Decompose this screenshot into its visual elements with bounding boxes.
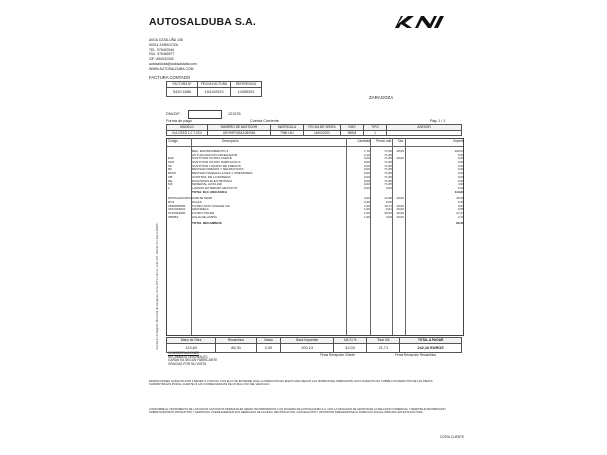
company-address bbox=[149, 38, 197, 72]
line-price: 71,65 bbox=[384, 175, 392, 179]
vehicle-header: NÚMERO DE BASTIDOR bbox=[208, 125, 271, 131]
total-base: 200,13 bbox=[281, 343, 333, 352]
col-header-amount: Importe bbox=[453, 139, 464, 143]
line-description: CONTROL DE LA BATERIA bbox=[192, 175, 231, 179]
line-description: TOTAL RECAMBIOS bbox=[192, 222, 222, 226]
line-qty: 4,20 bbox=[363, 200, 370, 204]
line-description: DIGAS bbox=[192, 200, 202, 204]
line-description: ACTUALIZACION NAVEGADOR bbox=[192, 153, 238, 157]
vehicle-advisor bbox=[387, 130, 462, 136]
line-amount: 0,25 bbox=[457, 200, 464, 204]
line-amount: 0,00 bbox=[457, 175, 464, 179]
totals-header-parts: Recambios bbox=[216, 338, 256, 344]
total-vat-amount: 21,71 bbox=[367, 343, 400, 352]
line-qty: 0,00 bbox=[363, 164, 370, 168]
line-description: SUSTITUIR LIQUIDO DE FRENOS bbox=[192, 164, 241, 168]
line-price bbox=[370, 222, 392, 226]
line-amount: 0,00 bbox=[457, 186, 464, 190]
line-qty: 0,00 bbox=[363, 172, 370, 176]
col-header-description: Descripción bbox=[222, 139, 239, 143]
line-amount: 4,96 bbox=[457, 183, 464, 187]
vehicle-header: MATRÍCULA bbox=[271, 125, 304, 131]
line-code: CB bbox=[168, 175, 173, 179]
line-price: 3,00 bbox=[385, 215, 392, 219]
line-description: LAVADO EXTERIOR GRATUITO bbox=[192, 186, 238, 190]
line-description: MATERIAL AUXILIAR bbox=[192, 183, 222, 187]
totals-header-vat: IVA 21 % bbox=[333, 338, 367, 344]
line-price: 71,65 bbox=[384, 161, 392, 165]
line-price: 71,65 bbox=[384, 157, 392, 161]
dni-label: DNI/CIF: bbox=[166, 112, 181, 116]
line-description: TOTAL M.O. MECANICA bbox=[192, 190, 228, 194]
subtotal-row bbox=[168, 191, 466, 195]
address-line: TEL. 976467646 bbox=[149, 47, 175, 52]
line-description: SUSTITUIR FILTRO HABITACULO bbox=[192, 161, 241, 165]
line-qty bbox=[346, 191, 370, 195]
vehicle-plate: 7965 LNJ bbox=[271, 130, 304, 136]
invoice-reference-header: REFERENCIA bbox=[231, 82, 262, 88]
invoice-date: 19/10/2023 bbox=[198, 87, 231, 96]
line-qty: 1,00 bbox=[363, 204, 370, 208]
total-parts: 86,30 bbox=[216, 343, 256, 352]
payment-method: Cuenta Corriente bbox=[250, 119, 279, 123]
line-description: FILTRO POLEN bbox=[192, 212, 215, 215]
line-code: RF bbox=[168, 168, 173, 172]
line-price: 71,65 bbox=[384, 168, 392, 172]
line-qty: 0,00 bbox=[363, 179, 370, 183]
vehicle-header: MODELO bbox=[167, 125, 208, 131]
line-discount: 10,00 bbox=[396, 215, 404, 219]
invoice-reference: 14355391 bbox=[231, 87, 262, 96]
line-code: DPSS1ADG357A bbox=[168, 197, 192, 201]
privacy-text: CONFORME AL TRATAMIENTO DE LOS DATOS SUS DATOS PERSONALES SERAN INCORPORADOS A UN FICHERO DE AUTOSALDUBA S.A. CON LA FINALIDAD DE GESTIONAR LA RELACION COMERCIAL Y REMITIRLE INFORMACION SOBRE NUESTROS PRODUCTOS Y SERVICIOS. PUEDE EJERCER SUS DERECHOS DE ACCESO, RECTIFICACION, CANCELACION Y OPOSICION DIRIGIENDOSE AL DOMICILIO SOCIAL INDICADO EN ESTA FACTURA. bbox=[149, 408, 446, 415]
line-price: 71,65 bbox=[384, 150, 392, 153]
line-price bbox=[370, 191, 392, 195]
line-code: SF bbox=[168, 164, 172, 168]
line-qty: 1,00 bbox=[363, 212, 370, 215]
line-description: SUSTITUIR FILTRO ACEITE bbox=[192, 157, 232, 161]
line-price: 0,61 bbox=[385, 208, 392, 212]
line-discount: 10,00 bbox=[396, 157, 404, 161]
invoice-type-label: FACTURA CONTADO bbox=[149, 75, 191, 80]
totals-table bbox=[166, 337, 462, 353]
col-header-code: Código bbox=[168, 139, 179, 143]
line-qty: 1,70 bbox=[363, 150, 370, 153]
line-amount: 0,00 bbox=[457, 157, 464, 161]
line-amount: 0,55 bbox=[457, 208, 464, 212]
line-discount bbox=[392, 222, 404, 226]
line-code: 97133F2000 bbox=[168, 212, 186, 215]
line-price: 71,65 bbox=[384, 164, 392, 168]
line-amount: 9,64 bbox=[457, 204, 464, 208]
line-qty: 0,00 bbox=[363, 183, 370, 187]
line-description: ACEITE 5W30 bbox=[192, 197, 213, 201]
line-amount: 2,70 bbox=[457, 215, 464, 219]
line-code: DE bbox=[168, 179, 173, 183]
line-qty: 0,00 bbox=[363, 175, 370, 179]
vehicle-vin: U5YH5P15AKL080963 bbox=[208, 130, 271, 136]
line-amount: 0,00 bbox=[457, 179, 464, 183]
line-description: REVISAR FRENOS Y NEUMATICOS bbox=[192, 168, 244, 172]
vehicle-table bbox=[166, 124, 462, 136]
line-qty: 1,00 bbox=[363, 208, 370, 212]
line-amount: 0,00 bbox=[457, 164, 464, 168]
line-description: REV. MANTENIMIENTO 2 bbox=[192, 150, 229, 153]
line-amount: 0,00 bbox=[457, 161, 464, 165]
kia-logo-icon bbox=[393, 12, 445, 32]
address-line: WWW.AUTOSALDUBA.COM bbox=[149, 66, 194, 71]
line-qty: 4,20 bbox=[363, 197, 370, 201]
client-city: ZARAGOZA bbox=[369, 95, 394, 100]
lines-header bbox=[168, 140, 464, 144]
line-code: 2151323001 bbox=[168, 208, 186, 212]
warranty-text: REPARACIONES GARANTIA POR 3 MESES O 2.000 KM, CON ELLO SE ENTIENDE QUE LA OPERACION ES EFECTUADA SEGUN LAS NORMAS DEL FABRICANTE. ESTA GARANTIA NO CUBRE LOS DEFECTOS DE LAS PIEZAS SUMINISTRADAS POR EL CLIENTE NI LAS CONSECUENCIAS DE UN MAL USO DEL VEHICULO. bbox=[149, 380, 433, 387]
line-price: 0,06 bbox=[385, 200, 392, 204]
invoice-number-header: FACTURA Nº bbox=[167, 82, 198, 88]
invoice-header-table bbox=[166, 81, 262, 97]
line-amount: 113,83 bbox=[454, 190, 464, 194]
payment-label: Forma de pago bbox=[166, 119, 192, 123]
line-price: 30,52 bbox=[384, 212, 392, 215]
line-discount: 10,00 bbox=[396, 212, 404, 215]
vehicle-header: TIPO bbox=[364, 125, 387, 131]
note-line: GRACIAS POR SU VISITA bbox=[168, 361, 207, 366]
total-labour: 113,83 bbox=[167, 343, 216, 352]
line-price: 10,71 bbox=[384, 204, 392, 208]
line-price: 71,65 bbox=[384, 172, 392, 176]
vehicle-sale-date: 16/02/2020 bbox=[304, 130, 341, 136]
vehicle-model: KIA CEED 1.0 T-GDI bbox=[167, 130, 208, 136]
line-amount: 86,30 bbox=[456, 222, 464, 226]
note-line: RECAMBIOS ORIGINALES bbox=[168, 354, 208, 359]
line-price: 71,65 bbox=[384, 153, 392, 157]
vehicle-km: 35824 bbox=[341, 130, 364, 136]
company-name: AUTOSALDUBA S.A. bbox=[149, 16, 257, 28]
line-amount: 0,00 bbox=[457, 172, 464, 176]
line-price: 0,00 bbox=[385, 186, 392, 190]
line-discount: 10,00 bbox=[396, 197, 404, 201]
line-code: 050851 bbox=[168, 215, 179, 219]
totals-header-vat-total: Total IVA bbox=[367, 338, 400, 344]
dni-value: 121576 bbox=[228, 112, 241, 116]
client-signature-label: Firma Recepción Cliente bbox=[320, 353, 355, 357]
line-code: 2630035505 bbox=[168, 204, 186, 208]
line-discount: 10,00 bbox=[396, 150, 404, 153]
line-code: RH1 bbox=[168, 200, 175, 204]
subtotal-row bbox=[168, 222, 466, 226]
vehicle-header: FECHA DE VENTA bbox=[304, 125, 341, 131]
line-amount: 0,00 bbox=[457, 168, 464, 172]
line-code bbox=[168, 191, 192, 195]
total-vat: 42,03 bbox=[333, 343, 367, 352]
line-code: L bbox=[168, 186, 170, 190]
line-description: DIAGNOSIS ELECTRONICA bbox=[192, 179, 233, 183]
line-qty: 0,10 bbox=[363, 153, 370, 157]
invoice-date-header: FECHA FACTURA bbox=[198, 82, 231, 88]
totals-header-to-pay: TOTAL A PAGAR bbox=[400, 338, 462, 344]
line-description: REVISAR NIVELES LUCES Y PRESIONES bbox=[192, 172, 253, 176]
line-description: AGUA DE LIMPIA bbox=[192, 215, 217, 219]
line-qty bbox=[346, 222, 370, 226]
notes bbox=[168, 352, 217, 366]
line-code: SFH bbox=[168, 161, 175, 165]
page-number: Pág: 1 / 1 bbox=[430, 119, 446, 123]
line-price: 71,65 bbox=[384, 179, 392, 183]
line-amount: 5,50 bbox=[457, 153, 464, 157]
line-discount bbox=[392, 191, 404, 195]
line-discount: 10,00 bbox=[396, 208, 404, 212]
line-price: 12,98 bbox=[384, 197, 392, 201]
line-amount: 109,63 bbox=[454, 150, 464, 153]
col-header-price: Precio unit. bbox=[376, 139, 392, 143]
line-code: EAF bbox=[168, 157, 175, 161]
invoice-number: 5429 4586 bbox=[167, 87, 198, 96]
line-qty: 0,00 bbox=[363, 157, 370, 161]
line-code bbox=[168, 222, 192, 226]
vehicle-type: 1 bbox=[364, 130, 387, 136]
note-line: CONSIDERACIONES bbox=[168, 351, 200, 355]
note-line: GARANTIA SEGUN FABRICANTE bbox=[168, 358, 218, 363]
total-to-pay: 242,16 EUROS bbox=[400, 343, 462, 352]
line-qty: 0,00 bbox=[363, 168, 370, 172]
line-amount: 49,06 bbox=[456, 197, 464, 201]
line-description: ARANDELA bbox=[192, 208, 209, 212]
line-description: FILTRO ASSY ENGINE OIL bbox=[192, 204, 231, 208]
totals-header-labour: Mano de Obra bbox=[167, 338, 216, 344]
line-qty: 0,00 bbox=[363, 186, 370, 190]
line-qty: 0,00 bbox=[363, 161, 370, 165]
vehicle-header: ASESOR bbox=[387, 125, 462, 131]
vehicle-header: KMS bbox=[341, 125, 364, 131]
total-misc: 0,00 bbox=[256, 343, 281, 352]
line-discount: 10,00 bbox=[396, 204, 404, 208]
line-code: MX bbox=[168, 183, 173, 187]
col-header-discount: Dto. bbox=[398, 139, 404, 143]
workshop-signature-label: Firma Recepción Recambios bbox=[395, 353, 436, 357]
registry-side-text bbox=[156, 110, 160, 350]
line-price: 71,65 bbox=[384, 183, 392, 187]
line-item bbox=[168, 216, 466, 220]
address-line: AVDA CATALUÑA 108 bbox=[149, 38, 183, 42]
line-amount: 27,47 bbox=[456, 212, 464, 215]
col-header-qty: Cantidad bbox=[357, 139, 370, 143]
invoice-lines bbox=[168, 150, 466, 226]
line-code: RNLP bbox=[168, 172, 177, 176]
address-line: 50014 ZARAGOZA bbox=[149, 42, 179, 47]
copy-label: COPIA CLIENTE bbox=[440, 435, 465, 439]
registry-text: Inscrita en el Registro Mercantil de Zaragoza, Tomo 2671, Libro 0, Folio 176, Sección 8, Hoja Z-29035 bbox=[155, 223, 159, 350]
totals-header-misc: Varios bbox=[256, 338, 281, 344]
address-line: autosalduba@autosalduba.com bbox=[149, 61, 197, 66]
line-qty: 1,00 bbox=[363, 215, 370, 219]
address-line: CIF: A50632345 bbox=[149, 57, 174, 62]
totals-header-base: Base imponible bbox=[281, 338, 333, 344]
address-line: FAX. 976469977 bbox=[149, 52, 175, 57]
